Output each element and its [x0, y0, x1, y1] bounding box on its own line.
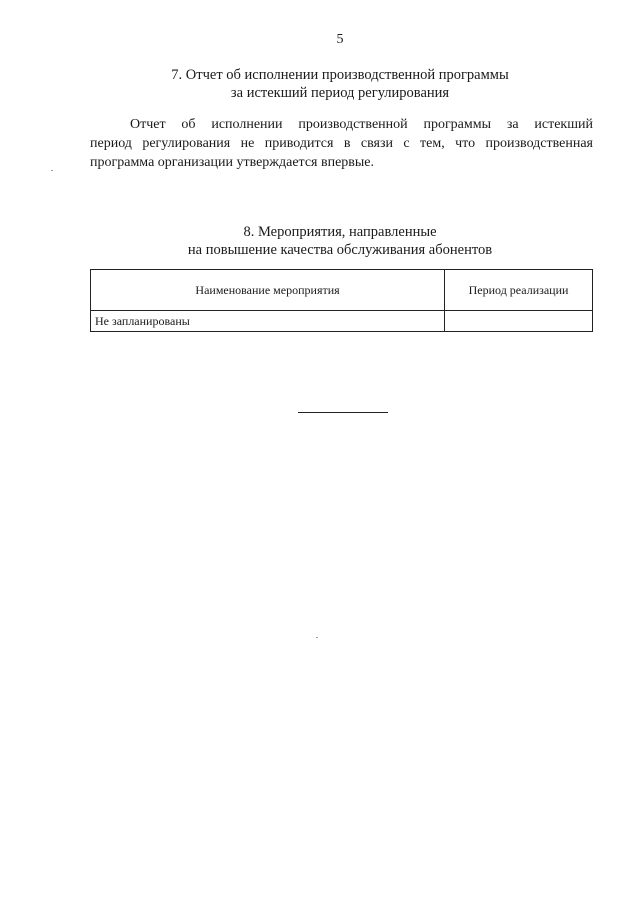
table-header-row [91, 270, 593, 311]
section-7-title-line-1: 7. Отчет об исполнении производственной программы [171, 67, 509, 83]
scan-speck [316, 637, 318, 638]
paragraph-line: программа организации утверждается впервые. [90, 155, 375, 170]
section-7-paragraph [90, 115, 593, 172]
section-8-title-line-1: 8. Мероприятия, направленные [243, 224, 437, 240]
page-number: 5 [336, 32, 344, 47]
table-cell-measure-name: Не запланированы [91, 311, 445, 332]
section-8-heading [0, 223, 640, 259]
table-row [91, 311, 593, 332]
scan-speck [51, 170, 53, 171]
paragraph-line: период регулирования не приводится в связи с тем, что производственная [90, 136, 593, 151]
end-of-document-rule [298, 412, 388, 413]
column-header-measure-name: Наименование мероприятия [91, 270, 445, 311]
column-header-implementation-period: Период реализации [445, 270, 593, 311]
measures-table [90, 269, 593, 332]
paragraph-line: Отчет об исполнении производственной программы за истекший [130, 117, 593, 132]
section-7-title-line-2: за истекший период регулирования [230, 85, 450, 101]
section-8-title-line-2: на повышение качества обслуживания абонентов [187, 242, 493, 258]
table-cell-implementation-period [445, 311, 593, 332]
section-7-heading [0, 66, 640, 102]
